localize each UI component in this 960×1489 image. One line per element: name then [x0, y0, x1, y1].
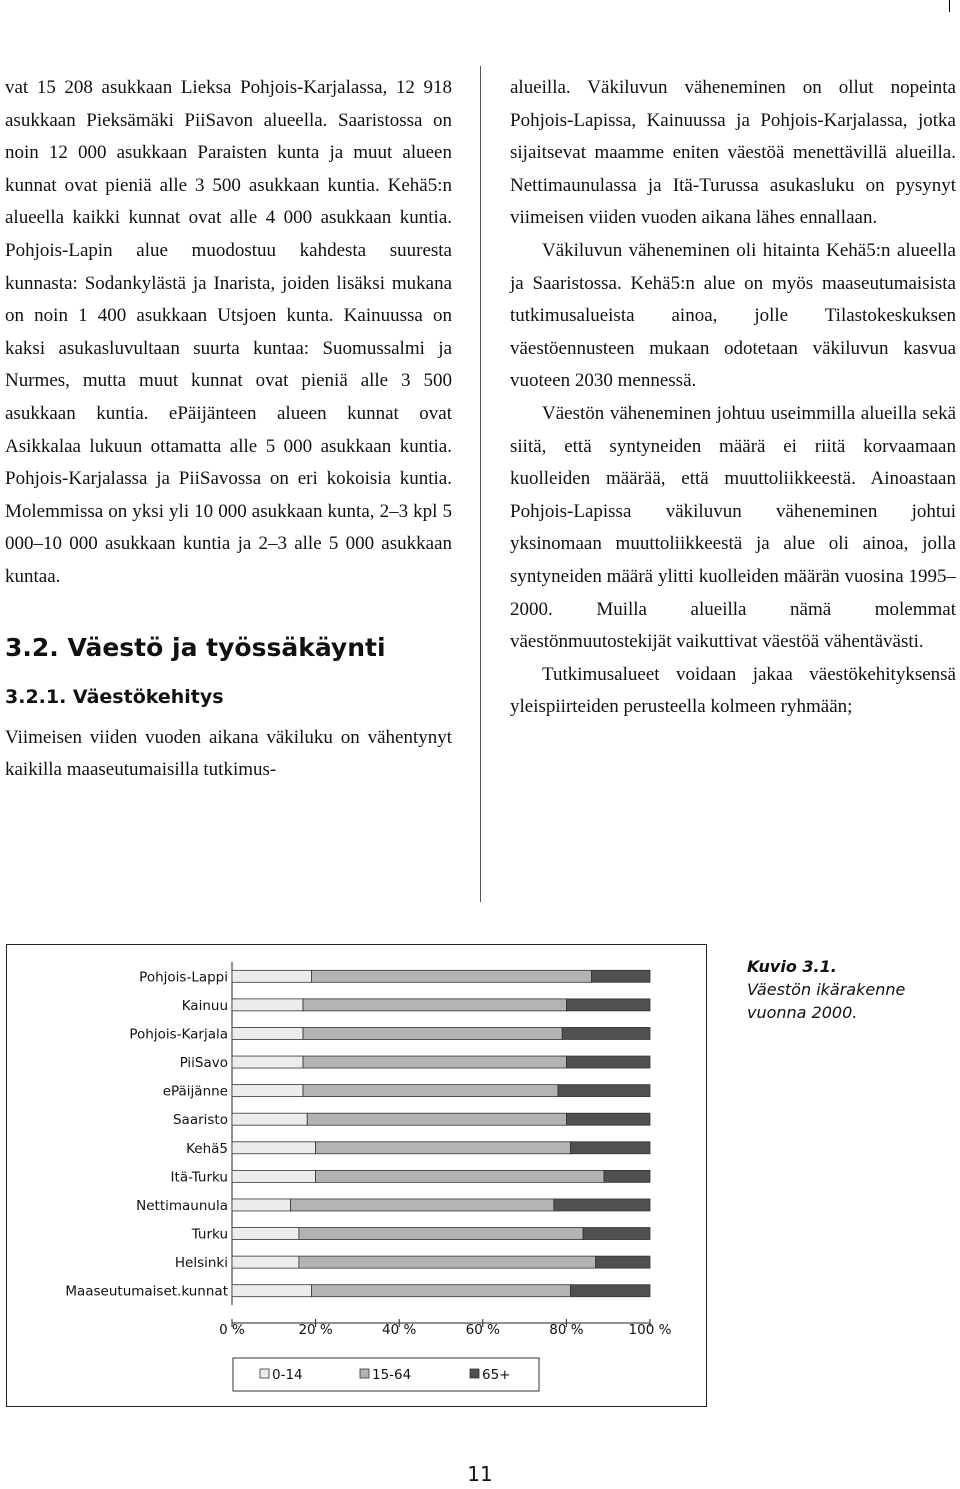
x-tick-label: 60 % — [465, 1322, 500, 1338]
bar-segment-15-64 — [303, 1085, 558, 1097]
category-label: Maaseutumaiset.kunnat — [65, 1283, 228, 1300]
category-label: Saaristo — [172, 1112, 228, 1129]
category-label: Helsinki — [174, 1255, 228, 1272]
bar-segment-65+ — [591, 970, 650, 982]
legend-label: 65+ — [482, 1367, 511, 1383]
body-paragraph: Viimeisen viiden vuoden aikana väkiluku on vähentynyt kaikilla maaseutumaisilla tutkimus- — [5, 726, 452, 781]
age-structure-chart — [7, 945, 706, 1406]
bar-segment-0-14 — [232, 1199, 291, 1211]
bar-segment-15-64 — [311, 1285, 570, 1297]
bar-segment-0-14 — [232, 1056, 303, 1068]
category-label: Turku — [191, 1226, 228, 1243]
body-paragraph: Väkiluvun väheneminen oli hitainta Kehä5:n alueella ja Saaristossa. Kehä5:n alue on myös maaseutumaisista tutkimusalueista ainoa, jolle Tilastokeskuksen väestöennusteen mukaan odotetaan väkiluvun kasvua vuoteen 2030 mennessä. — [510, 239, 956, 392]
bar-segment-0-14 — [232, 1027, 303, 1039]
bar-segment-15-64 — [311, 970, 591, 982]
bar-segment-15-64 — [299, 1228, 583, 1240]
age-structure-chart-frame — [6, 944, 707, 1407]
bar-segment-15-64 — [303, 1027, 562, 1039]
category-label: PiiSavo — [179, 1055, 228, 1072]
category-label: Pohjois-Karjala — [129, 1026, 228, 1043]
x-tick-label: 80 % — [549, 1322, 584, 1338]
figure-title: Väestön ikärakenne vuonna 2000. — [747, 980, 906, 1022]
bar-segment-15-64 — [307, 1113, 566, 1125]
figure-label: Kuvio 3.1. — [747, 957, 837, 976]
bar-segment-65+ — [571, 1142, 650, 1154]
bar-segment-0-14 — [232, 1085, 303, 1097]
bar-segment-65+ — [558, 1085, 650, 1097]
x-tick-label: 100 % — [628, 1322, 672, 1338]
x-tick-label: 40 % — [382, 1322, 417, 1338]
bar-segment-65+ — [554, 1199, 650, 1211]
figure-caption — [747, 955, 947, 1024]
bar-segment-65+ — [583, 1228, 650, 1240]
bar-segment-0-14 — [232, 1170, 316, 1182]
left-column — [5, 72, 452, 787]
bar-segment-15-64 — [299, 1256, 596, 1268]
bar-segment-15-64 — [291, 1199, 554, 1211]
bar-segment-65+ — [566, 999, 650, 1011]
body-paragraph: alueilla. Väkiluvun väheneminen on ollut nopeinta Pohjois-Lapissa, Kainuussa ja Pohjois-Karjalassa, jotka sijaitsevat maamme eniten väestöä menettävillä alueilla. Nettimaunulassa ja Itä-Turussa asukasluku on pysynyt viimeisen viiden vuoden aikana lähes ennallaan. — [510, 77, 956, 229]
legend-swatch — [260, 1369, 269, 1378]
bar-segment-0-14 — [232, 1142, 316, 1154]
bar-segment-65+ — [566, 1056, 650, 1068]
bar-segment-15-64 — [303, 1056, 566, 1068]
section-heading: 3.2. Väestö ja työssäkäynti — [5, 632, 386, 662]
crop-mark — [949, 0, 950, 12]
category-label: Kainuu — [181, 997, 228, 1014]
right-column — [510, 72, 956, 724]
bar-segment-15-64 — [316, 1170, 604, 1182]
legend-label: 0-14 — [272, 1367, 303, 1383]
bar-segment-15-64 — [303, 999, 566, 1011]
bar-segment-15-64 — [316, 1142, 571, 1154]
bar-segment-0-14 — [232, 1285, 311, 1297]
category-label: Kehä5 — [186, 1140, 228, 1157]
page-number: 11 — [467, 1462, 493, 1486]
bar-segment-0-14 — [232, 1113, 307, 1125]
bar-segment-0-14 — [232, 970, 311, 982]
column-divider — [480, 66, 481, 902]
bar-segment-65+ — [571, 1285, 650, 1297]
category-label: Pohjois-Lappi — [139, 969, 228, 986]
bar-segment-0-14 — [232, 999, 303, 1011]
subsection-heading: 3.2.1. Väestökehitys — [5, 685, 224, 708]
legend-swatch — [360, 1369, 369, 1378]
x-tick-label: 20 % — [298, 1322, 333, 1338]
category-label: Itä-Turku — [170, 1169, 228, 1186]
body-paragraph: Tutkimusalueet voidaan jakaa väestökehityksensä yleispiirteiden perusteella kolmeen ryhmään; — [510, 663, 956, 718]
legend-swatch — [470, 1369, 479, 1378]
bar-segment-0-14 — [232, 1228, 299, 1240]
body-paragraph: vat 15 208 asukkaan Lieksa Pohjois-Karjalassa, 12 918 asukkaan Pieksämäki PiiSavon alueella. Saaristossa on noin 12 000 asukkaan Paraisten kunta ja muut alueen kunnat ovat pieniä alle 3 500 asukkaan kuntia. Kehä5:n alueella kaikki kunnat ovat alle 4 000 asukkaan kuntia. Pohjois-Lapin alue muodostuu kahdesta suuresta kunnasta: Sodankylästä ja Inarista, joiden lisäksi mukana on noin 1 400 asukkaan Utsjoen kunta. Kainuussa on kaksi asukasluvultaan suurta kuntaa: Suomussalmi ja Nurmes, mutta muut kunnat ovat pieniä alle 3 500 asukkaan kuntia. ePäijänteen alueen kunnat ovat Asikkalaa lukuun ottamatta alle 5 000 asukkaan kuntia. Pohjois-Karjalassa ja PiiSavossa on eri kokoisia kuntia. Molemmissa on yksi yli 10 000 asukkaan kunta, 2–3 kpl 5 000–10 000 asukkaan kuntia ja 2–3 alle 5 000 asukkaan kuntaa. — [5, 77, 452, 587]
bar-segment-65+ — [566, 1113, 650, 1125]
x-tick-label: 0 % — [219, 1322, 245, 1338]
bar-segment-65+ — [604, 1170, 650, 1182]
body-paragraph: Väestön väheneminen johtuu useimmilla alueilla sekä siitä, että syntyneiden määrä ei riitä korvaamaan kuolleiden määrää, että muuttoliikkeestä. Ainoastaan Pohjois-Lapissa väkiluvun väheneminen johtui yksinomaan muuttoliikkeestä ja alue oli ainoa, jolla syntyneiden määrä ylitti kuolleiden määrän vuosina 1995–2000. Muilla alueilla nämä molemmat väestönmuutostekijät vaikuttivat väestöä vähentävästi. — [510, 402, 956, 653]
legend-label: 15-64 — [372, 1367, 412, 1383]
category-label: ePäijänne — [162, 1083, 228, 1100]
category-label: Nettimaunula — [136, 1197, 228, 1214]
bar-segment-0-14 — [232, 1256, 299, 1268]
bar-segment-65+ — [562, 1027, 650, 1039]
bar-segment-65+ — [596, 1256, 650, 1268]
